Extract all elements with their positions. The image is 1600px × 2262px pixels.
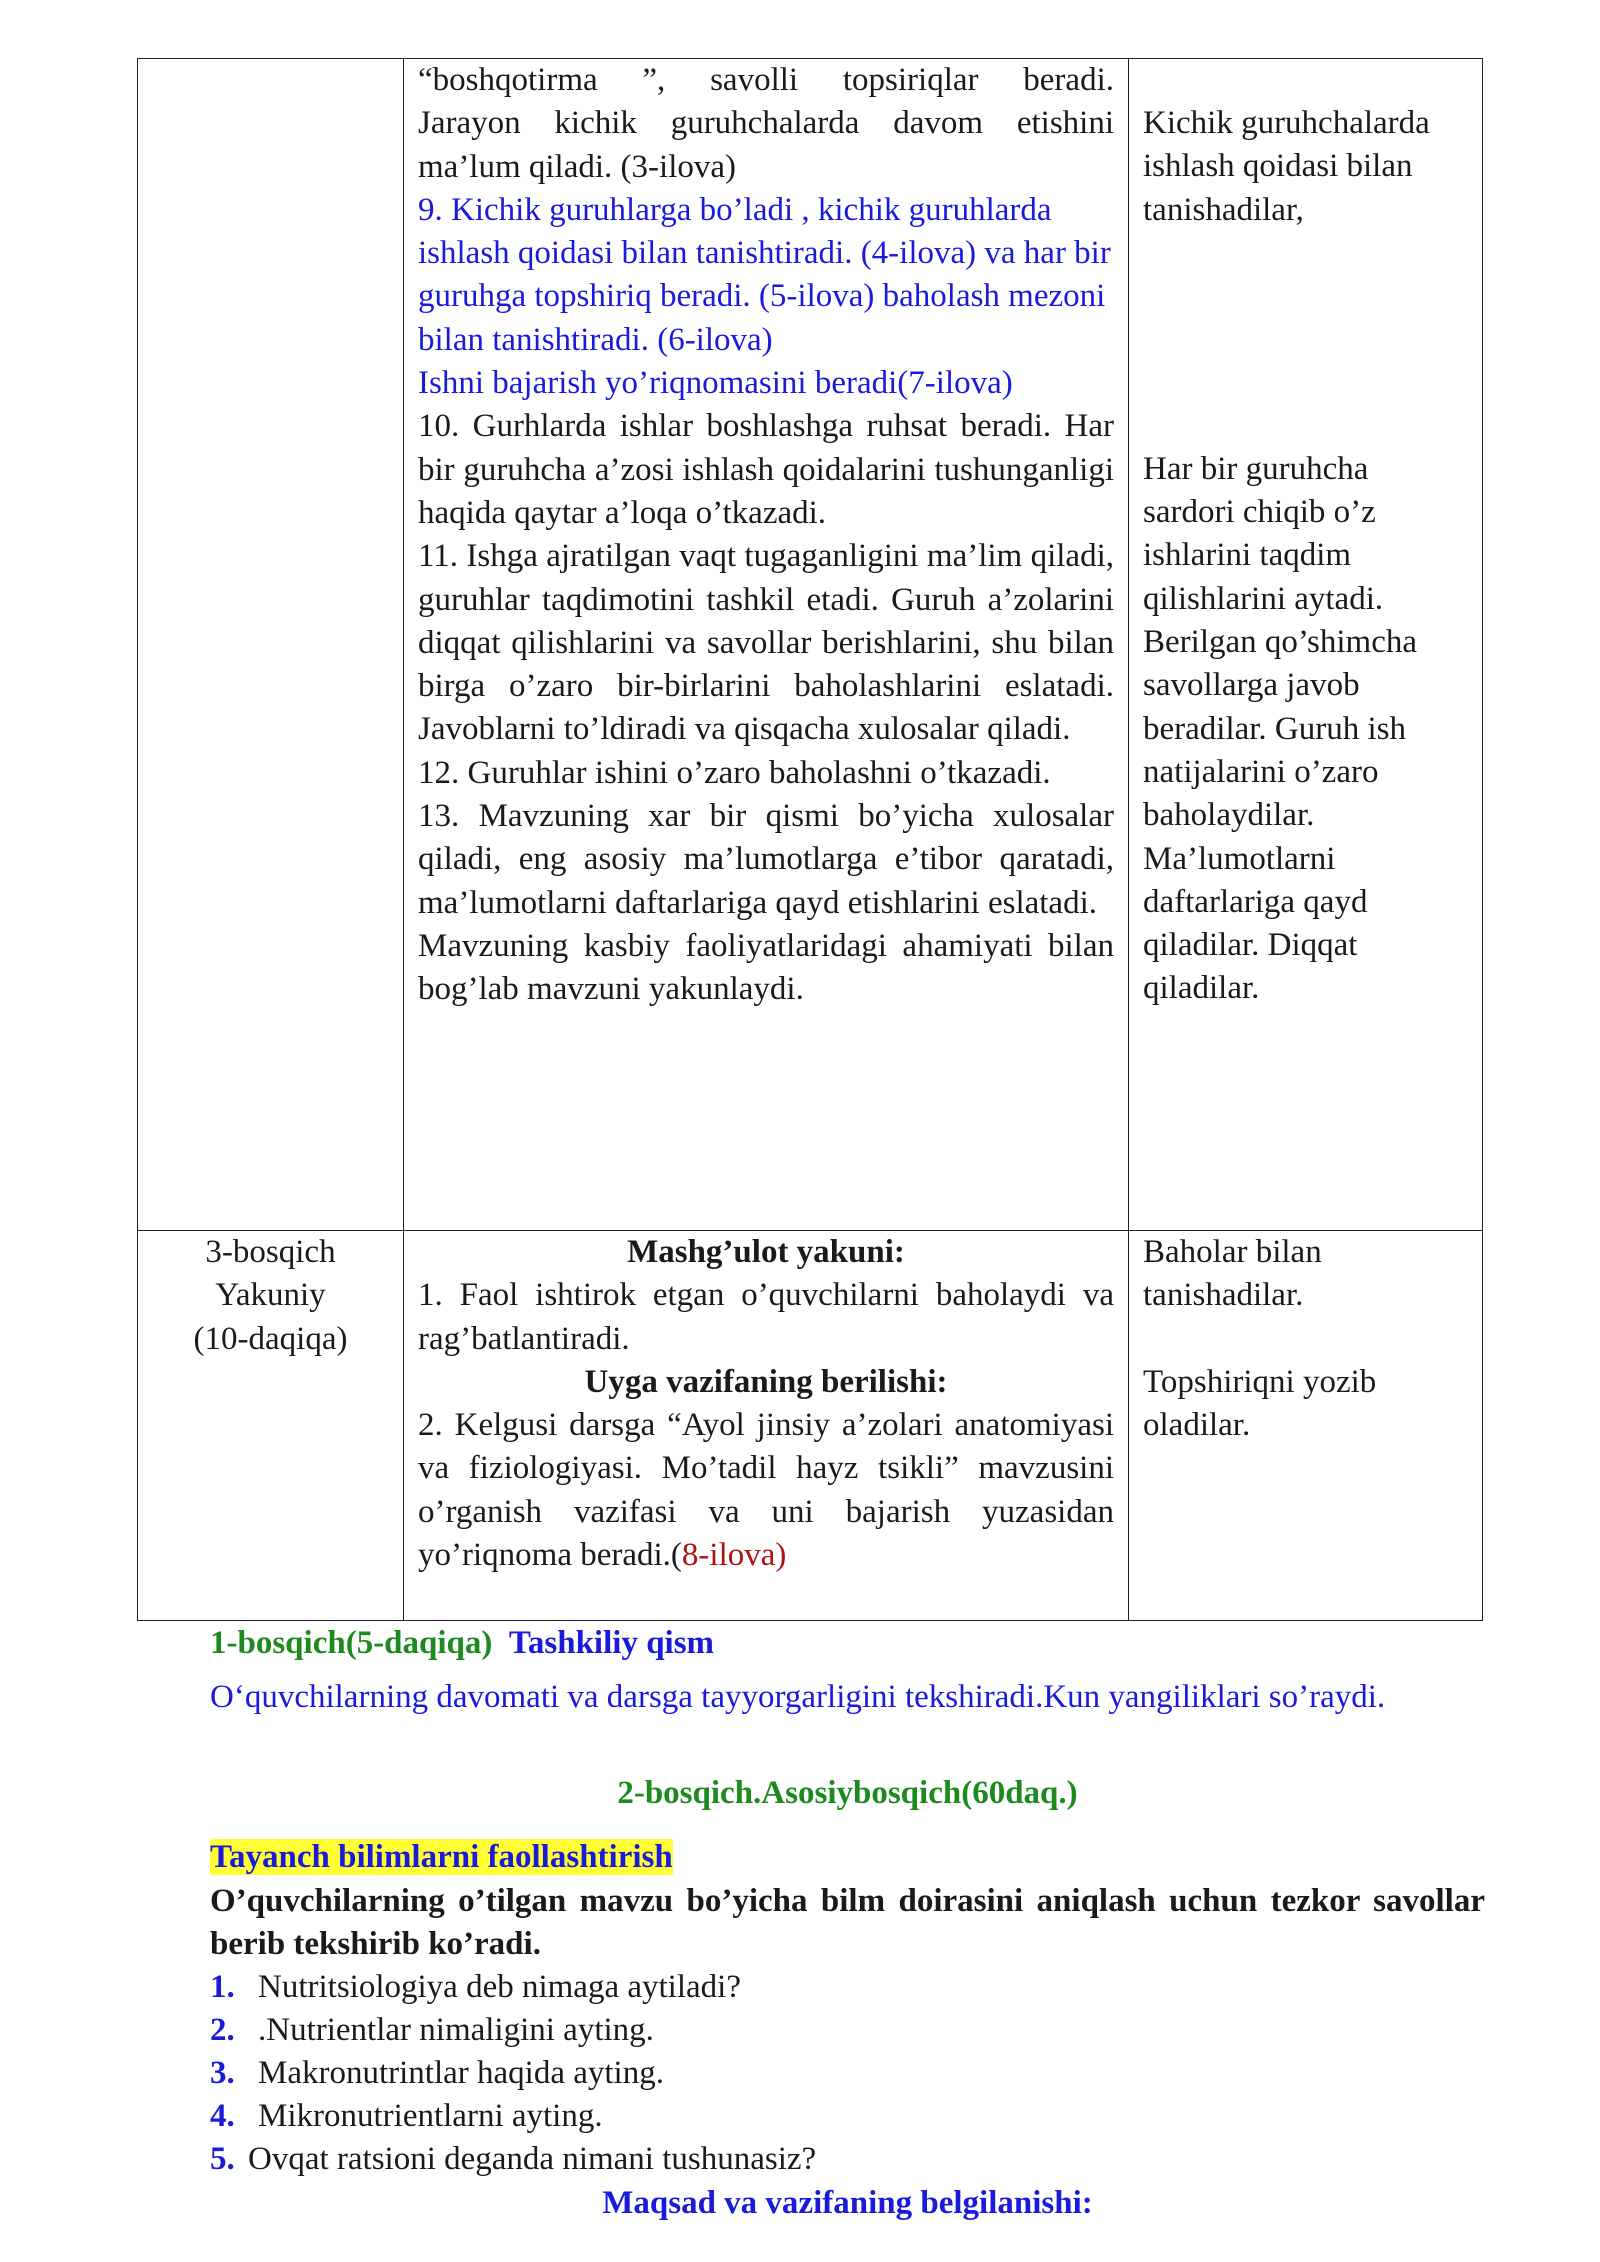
step-9-instruction: Ishni bajarish yo’riqnomasini beradi(7-ilova) [418,365,1013,402]
section-heading: Mashg’ulot yakuni: [627,1234,905,1270]
list-item: 3. Makronutrintlar haqida ayting. [210,2055,664,2091]
goal-heading: Maqsad va vazifaning belgilanishi: [602,2185,1093,2221]
list-item: 4. Mikronutrientlarni ayting. [210,2098,603,2134]
step-1: 1. Faol ishtirok etgan o’quvchilarni baholaydi va rag’batlantiradi. [418,1277,1114,1357]
step-9: 9. Kichik guruhlarga bo’ladi , kichik guruhlarda ishlash qoidasi bilan tanishtiradi. (4-ilova) va har bir guruhga topshiriq beradi. (5-ilova) baholash mezoni bilan tanishtiradi. (6-ilova) [418,191,1111,358]
stage-cell [138,1231,404,1621]
continued-text-line: “boshqotirma ”, savolli topsiriqlar beradi. [418,62,1114,98]
stage2-label: 2-bosqich.Asosiybosqich(60daq.) [617,1775,1078,1811]
teacher-activity-cell [404,1231,1129,1621]
step-10: 10. Gurhlarda ishlar boshlashga ruhsat beradi. Har bir guruhcha a’zosi ishlash qoidalarini tushunganligi haqida qaytar a’loqa o’tkazadi. [418,408,1114,531]
activation-heading-row [210,1836,1485,1879]
step-14: Mavzuning kasbiy faoliyatlaridagi ahamiyati bilan bog’lab mavzuni yakunlaydi. [418,927,1114,1008]
stage-name: Yakuniy [215,1277,326,1314]
question-list [210,1966,1485,2181]
activation-intro: O’quvchilarning o’tilgan mavzu bo’yicha bilm doirasini aniqlash uchun tezkor savollar berib tekshirib ko’radi. [210,1883,1485,1962]
stage1-title: Tashkiliy qism [508,1625,715,1661]
appendix-ref: 8-ilova) [681,1537,787,1574]
teacher-activity-cell [404,59,1129,1231]
student-activity-cell [1129,59,1483,1231]
activation-heading: Tayanch bilimlarni faollashtirish [210,1839,673,1875]
stage1-heading [210,1622,1485,1665]
student-activity-2: Topshiriqni yozib oladilar. [1143,1363,1377,1443]
stage-number: 3-bosqich [205,1234,336,1270]
table-row [138,1231,1483,1621]
student-activity-cell [1129,1231,1483,1621]
list-item: 1. Nutritsiologiya deb nimaga aytiladi? [210,1969,741,2005]
section-heading: Uyga vazifaning berilishi: [584,1363,948,1400]
table-row [138,59,1483,1231]
stage-duration: (10-daqiqa) [193,1320,348,1357]
step-2: 2. Kelgusi darsga “Ayol jinsiy a’zolari anatomiyasi va fiziologiyasi. Mo’tadil hayz tsikli” mavzusini o’rganish vazifasi va uni bajarish yuzasidan yo’riqnoma beradi.(8-ilova) [418,1407,1114,1574]
lesson-plan-table [137,58,1483,1621]
stage1-text: O‘quvchilarning davomati va darsga tayyorgarligini tekshiradi.Kun yangiliklari so’raydi. [210,1679,1386,1715]
student-activity-2: Har bir guruhcha sardori chiqib o’z ishlarini taqdim qilishlarini aytadi. Berilgan qo’shimcha savollarga javob beradilar. Guruh ish natijalarini o’zaro baholaydilar. Ma’lumotlarni daftarlariga qayd qiladilar. Diqqat qiladilar. [1143,450,1418,1007]
stage-cell [138,59,404,1231]
step-11: 11. Ishga ajratilgan vaqt tugaganligini ma’lim qiladi, guruhlar taqdimotini tashkil etadi. Guruh a’zolarini diqqat qilishlarini va savollar berishlarini, shu bilan birga o’zaro bir-birlarini baholashlarini eslatadi. Javoblarni to’ldiradi va qisqacha xulosalar qiladi. [418,538,1114,748]
student-activity-1: Kichik guruhchalarda ishlash qoidasi bilan tanishadilar, [1143,105,1430,228]
step-12: 12. Guruhlar ishini o’zaro baholashni o’tkazadi. [418,754,1051,791]
step-13: 13. Mavzuning xar bir qismi bo’yicha xulosalar qiladi, eng asosiy ma’lumotlarga e’tibor qaratadi, ma’lumotlarni daftarlariga qayd etishlarini eslatadi. [418,798,1114,921]
list-item: 5. Ovqat ratsioni deganda nimani tushunasiz? [210,2141,817,2177]
continued-text-line: Jarayon kichik guruhchalarda davom etishini [418,105,1114,142]
student-activity-1: Baholar bilan tanishadilar. [1143,1234,1322,1314]
continued-text-last: ma’lum qiladi. (3-ilova) [418,148,736,185]
stage1-label: 1-bosqich(5-daqiqa) [210,1625,493,1661]
list-item: 2. .Nutrientlar nimaligini ayting. [210,2012,654,2048]
